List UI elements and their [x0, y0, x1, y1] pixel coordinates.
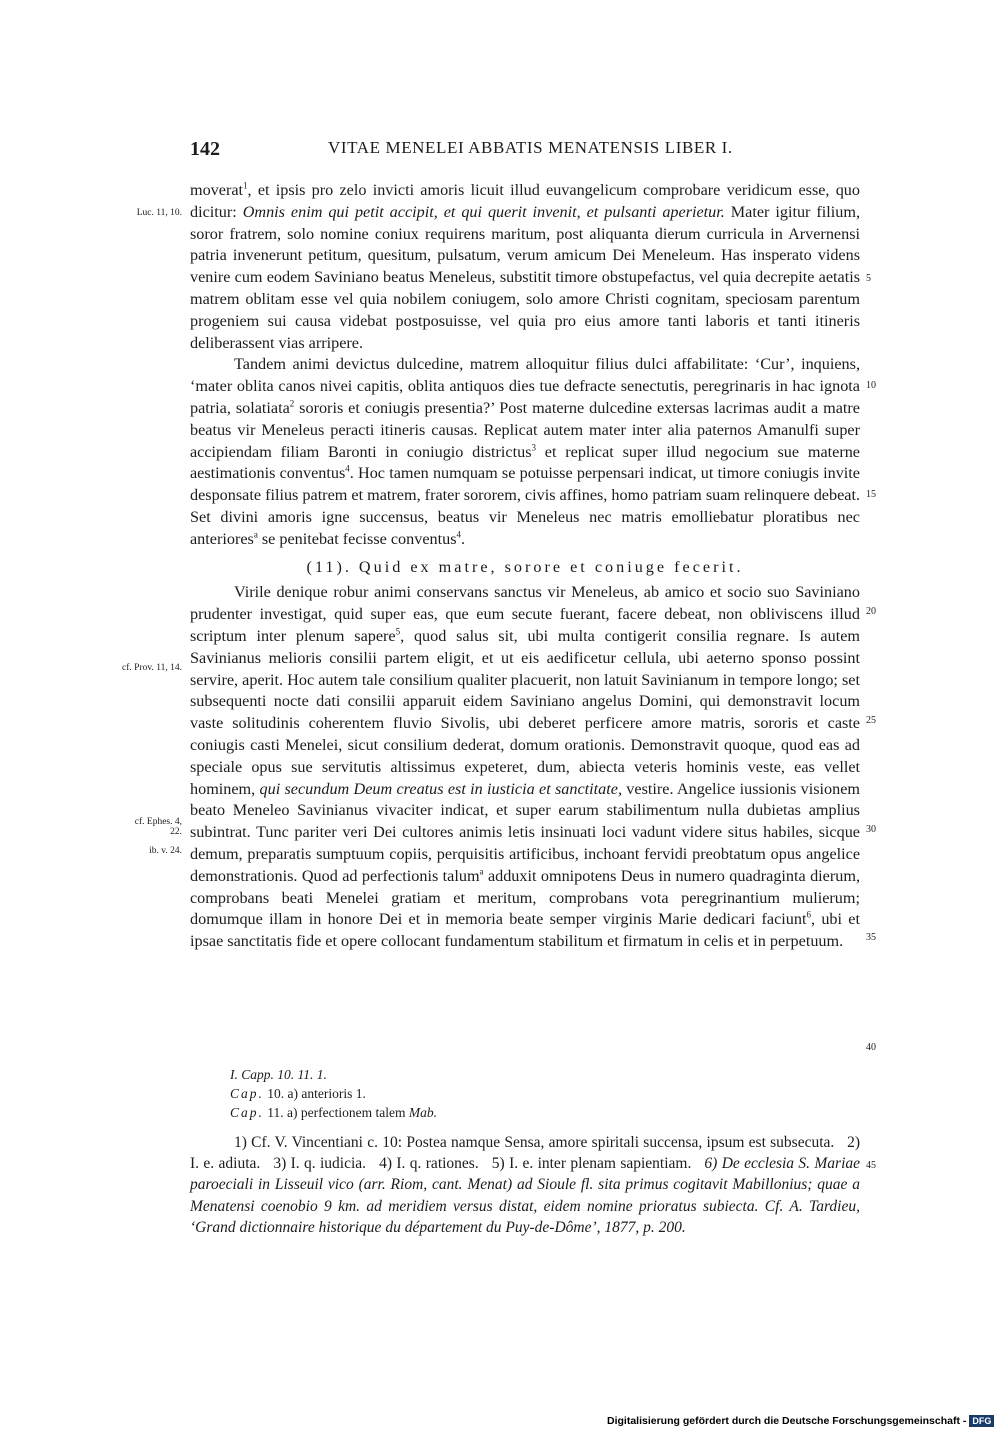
chapter-heading: (11). Quid ex matre, sorore et coniuge fecerit.: [306, 557, 744, 576]
apparatus-line: Cap. 10. a) anterioris 1.: [230, 1086, 366, 1101]
scripture-quote: Omnis enim qui petit accipit, et qui querit invenit, et pulsanti aperietur.: [242, 202, 725, 221]
footnote: 5) I. e. inter plenam sapientiam.: [491, 1155, 692, 1173]
line-number: 10: [866, 380, 876, 391]
apparatus-line: I. Capp. 10. 11. 1.: [230, 1067, 327, 1082]
margin-note-prov: cf. Prov. 11, 14.: [122, 663, 182, 673]
footnote-block: [190, 1132, 860, 1238]
footnote: 2) I. e. adiuta.: [190, 1134, 861, 1173]
margin-note-ephes: cf. Ephes. 4, 22.: [134, 817, 182, 837]
page-number: 142: [190, 138, 220, 160]
footnote: 6) De ecclesia S. Mariae paroeciali in Lisseuil vico (arr. Riom, cant. Menat) ad Sioule fl. sita primus cogitavit Mabillonius; quae a Menatensi coenobio 9 km. ad meridiem versus distat, eidem nomine prioratus subiecta. Cf. A. Tardieu, ‘Grand dictionnaire historique du département du Puy-de-Dôme’, 1877, p. 200.: [190, 1155, 861, 1236]
running-title: VITAE MENELEI ABBATIS MENATENSIS LIBER I.: [328, 138, 733, 157]
line-number: 5: [866, 273, 871, 284]
paragraph: moverat$^1$, et ipsis pro zelo invicti amoris licuit illud euvangelicum comprobare veridicum esse, quo dicitur: Omnis enim qui petit accipit, et qui querit invenit, et pulsanti aperietur. Mater igitur filium, soror fratrem, solo nomine coniux requirens maritum, post aliquanta dierum curricula in Arvernensi patria invenerunt petitum, quesitum, pulsatum, verum amicum Dei Meneleum. Has insperato videns venire cum eodem Saviniano beatus Meneleus, substitit timore obstupefactus, vel quia decrepite aetatis matrem oblitam esse vel quia nobilem coniugem, solo amore Christi cognitam, speciosam parentum progeniem sui causa videbat postposuisse, vel quia pro eius amore tanti laboris et tanti itineris deliberassent vias arripere.: [190, 180, 860, 352]
footnote: 1) Cf. V. Vincentiani c. 10: Postea namque Sensa, amore spiritali succensa, ipsum est subsecuta.: [234, 1134, 835, 1151]
scripture-quote: qui secundum Deum creatus est in iusticia et sanctitate,: [259, 779, 622, 798]
footnote: 4) I. q. rationes.: [379, 1155, 479, 1173]
digitization-credit: Digitalisierung gefördert durch die Deutsche Forschungsgemeinschaft - DFG: [607, 1415, 994, 1427]
line-number: 30: [866, 824, 876, 835]
running-header: [190, 138, 860, 168]
critical-apparatus: [230, 1065, 437, 1122]
dfg-logo: DFG: [969, 1415, 994, 1427]
main-text: [190, 180, 860, 953]
line-number: 20: [866, 606, 876, 617]
footnotes: [190, 1132, 860, 1238]
line-number: 45: [866, 1160, 876, 1171]
line-number: 25: [866, 715, 876, 726]
apparatus-line: Cap. 11. a) perfectionem talem Mab.: [230, 1105, 437, 1120]
margin-note-luc: Luc. 11, 10.: [136, 208, 182, 218]
line-number: 35: [866, 932, 876, 943]
line-number: 40: [866, 1042, 876, 1053]
paragraph: Tandem animi devictus dulcedine, matrem alloquitur filius dulci affabilitate: ‘Cur’, inquiens, ‘mater oblita canos nivei capitis, oblita antiquos dies tue defracte senectutis, peregrinaris in hac ignota patria, solatiata$^2$ sororis et coniugis presentia?’ Post materne dulcedine extersas lacrimas audit a matre beatus vir Meneleus peracti itineris causas. Replicat autem mater inter alia paternos Amanulfi super accipiendam filiam Baronti in coniugio districtus$^3$ et replicat super illud negocium sue materne aestimationis conventus$^4$. Hoc tamen numquam se potuisse perpensari indicat, ut timore coniugis invite desponsate filius patrem et matrem, frater sororem, civis affines, homo patriam suam relinquere debeat. Set divini amoris igne succensus, beatus vir Meneleus nec matris emolliebatur ploratibus nec anteriores$^a$ se penitebat fecisse conventus$^4$.: [190, 355, 860, 548]
footnote: 3) I. q. iudicia.: [273, 1155, 367, 1173]
margin-note-ib: ib. v. 24.: [149, 846, 182, 856]
paragraph: Virile denique robur animi conservans sanctus vir Meneleus, ab amico et socio suo Saviniano prudenter investigat, quid super eas, que eum secute fuerant, facere debeat, non obliviscens illud scriptum inter plenum sapere$^5$, quod salus sit, ubi multa contigerit consilia regnare. Is autem Savinianus melioris consilii partem eligit, et ut eis aedificetur cellula, ubi aeterno sponso possint servire, aperit. Hoc autem tale consilium qualiter placuerit, non latuit Savinianum in tempore longo; set subsequenti nocte dati consilii apparuit eidem Saviniano angelus Domini, qui demonstravit locum vaste solitudinis coherentem fluvio Sivolis, ubi deberet perficere amore matris, sororis et caste coniugis casti Menelei, sicut consilium dederat, domum orationis. Demonstravit quoque, quod eas ad speciale opus sue servitutis altissimus expeteret, dum, abiecta veteris hominis veste, eas vellet hominem, qui secundum Deum creatus est in iusticia et sanctitate, vestire. Angelice iussionis visionem beato Meneleo Savinianus vivaciter indicat, et super earum stabilimentum nulla dubietas amplius subintrat. Tunc pariter veri Dei cultores animis letis insinuati loci vadunt videre situs habiles, sicque demum, preparatis sumptuum copiis, perquisitis artificibus, inchoant fervidi preobtatum opus angelice demonstrationis. Quod ad perfectionis talum$^a$ adduxit omnipotens Deus in numero quadraginta dierum, comprobans beati Menelei gratiam et meritum, comprobans vota peregrinantium mulierum; domumque illam in honore Dei et in memoria beate semper virginis Marie dedicari faciunt$^6$, ubi et ipsae sanctitatis fide et opere collocant fundamentum stabilitum et firmatum in celis et in perpetuum.: [190, 583, 860, 951]
line-number: 15: [866, 489, 876, 500]
